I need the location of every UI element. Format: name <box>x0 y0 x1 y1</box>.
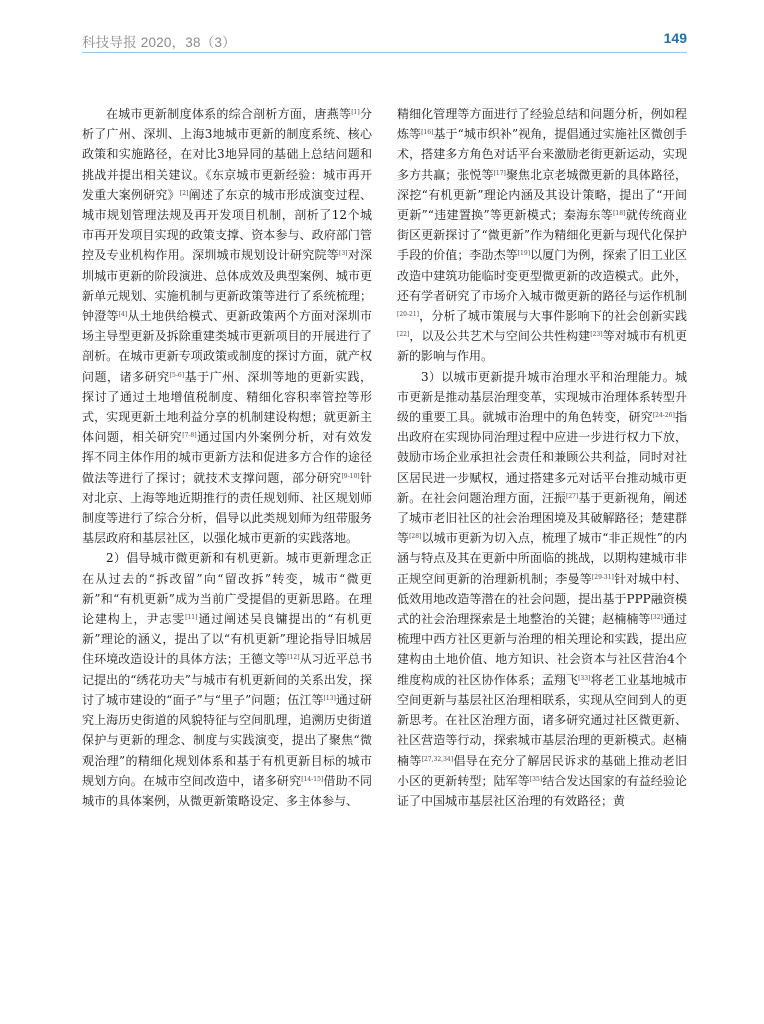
citation-marker: [28] <box>409 533 422 541</box>
header-rule <box>82 52 687 53</box>
left-column <box>82 104 372 811</box>
citation-marker: [9-10] <box>341 472 360 480</box>
citation-marker: [1] <box>351 109 360 116</box>
citation-marker: [16] <box>421 129 434 137</box>
right-column <box>397 104 687 811</box>
citation-marker: [12] <box>287 654 300 662</box>
journal-title: 科技导报 2020，38（3） <box>82 35 236 50</box>
citation-marker: [14-15] <box>301 775 324 783</box>
citation-marker: [4] <box>118 311 128 319</box>
citation-marker: [35] <box>529 775 543 783</box>
citation-marker: [5-6] <box>169 371 185 379</box>
citation-marker: [17] <box>493 169 506 177</box>
citation-marker: [24-26] <box>652 412 675 420</box>
paragraph: 2）倡导城市微更新和有机更新。城市更新理念正在从过去的“拆改留”向“留改拆”转变，城市“微更新”和“有机更新”成为当前广受提倡的更新思路。在理论建构上，尹志雯[11]通过阐述吴良镛提出的“有机更新”理论的涵义，提出了以“有机更新”理论指导旧城居住环境改造设计的具体方法；王德文等[12]从习近平总书记提出的“绣花功夫”与城市有机更新间的关系出发，探讨了城市建设的“面子”与“里子”问题；伍江等[13]通过研究上海历史街道的风貌特征与空间肌理，追溯历史街道保护与更新的理念、制度与实践演变，提出了聚焦“微观治理”的精细化规划体系和基于有机更新目标的城市规划方向。在城市空间改造中，诸多研究[14-15]借助不同城市的具体案例，从微更新策略设定、多主体参与、 <box>82 551 372 808</box>
citation-marker: [18] <box>613 210 626 218</box>
citation-marker: [11] <box>185 614 198 622</box>
page-header <box>0 0 764 56</box>
citation-marker: [29-31] <box>591 573 614 581</box>
citation-marker: [27,32,34] <box>421 755 454 763</box>
paragraph: 在城市更新制度体系的综合剖析方面，唐燕等[1]分析了广州、深圳、上海3地城市更新的制度系统、核心政策和实施路径，在对比3地异同的基础上总结问题和挑战并提出相关建议。《东京城市更新经验：城市再开发重大案例研究》[2]阐述了东京的城市形成演变过程、城市规划管理法规及再开发项目机制，剖析了12个城市再开发项目实现的政策支撑、资本参与、政府部门管控及专业机构作用。深圳城市规划设计研究院等[3]对深圳城市更新的阶段演进、总体成效及典型案例、城市更新单元规划、实施机制与更新政策等进行了系统梳理；钟澄等[4]从土地供给模式、更新政策两个方面对深圳市场主导型更新及拆除重建类城市更新项目的开展进行了剖析。在城市更新专项政策或制度的探讨方面，就产权问题，诸多研究[5-6]基于广州、深圳等地的更新实践，探讨了通过土地增值税制度、精细化容积率管控等形式，实现更新土地利益分享的机制建设构想；就更新主体问题，相关研究[7-8]通过国内外案例分析，对有效发挥不同主体作用的城市更新方法和促进多方合作的途径做法等进行了探讨；就技术支撑问题，部分研究[9-10]针对北京、上海等地近期推行的责任规划师、社区规划师制度等进行了综合分析，倡导以此类规划师为纽带服务基层政府和基层社区，以强化城市更新的实践落地。 <box>82 107 372 546</box>
paragraph: 3）以城市更新提升城市治理水平和治理能力。城市更新是推动基层治理变革，实现城市治理体系转型升级的重要工具。就城市治理中的角色转变，研究[24-26]指出政府在实现协同治理过程中应进一步进行权力下放，鼓励市场企业承担社会责任和兼顾公共利益，同时对社区居民进一步赋权，通过搭建多元对话平台推动城市更新。在社会问题治理方面，汪振[27]基于更新视角，阐述了城市老旧社区的社会治理困境及其破解路径；楚建群等[28]以城市更新为切入点，梳理了城市“非正规性”的内涵与特点及其在更新中所面临的挑战，以期构建城市非正规空间更新的治理新机制；李曼等[29-31]针对城中村、低效用地改造等潜在的社会问题，提出基于PPP融资模式的社会治理探索是土地整治的关键；赵楠楠等[32]通过梳理中西方社区更新与治理的相关理论和实践，提出应建构由土地价值、地方知识、社会资本与社区营治4个维度构成的社区协作体系；孟翔飞[33]将老工业基地城市空间更新与基层社区治理相联系，实现从空间到人的更新思考。在社区治理方面，诸多研究通过社区微更新、社区营造等行动，探索城市基层治理的更新模式。赵楠楠等[27,32,34]倡导在充分了解居民诉求的基础上推动老旧小区的更新转型；陆军等[35]结合发达国家的有益经验论证了中国城市基层社区治理的有效路径；黄 <box>397 369 687 808</box>
citation-marker: [3] <box>339 250 348 258</box>
citation-marker: [2] <box>179 189 189 197</box>
citation-marker: [22] <box>397 331 410 339</box>
citation-marker: [27] <box>566 492 579 500</box>
citation-marker: [33] <box>578 674 591 682</box>
citation-marker: [19] <box>517 250 531 258</box>
citation-marker: [13] <box>323 694 336 702</box>
page-number: 149 <box>663 30 687 46</box>
citation-marker: [20-21] <box>397 311 419 319</box>
paragraph: 精细化管理等方面进行了经验总结和问题分析，例如程炼等[16]基于“城市织补”视角，提倡通过实施社区微创手术，搭建多方角色对话平台来激励老街更新运动，实现多方共赢；张悦等[17]聚焦北京老城微更新的具体路径，深挖“有机更新”理论内涵及其设计策略，提出了“开间更新”“违建置换”等更新模式；秦海东等[18]就传统商业街区更新探讨了“微更新”作为精细化更新与现代化保护手段的价值；李劭杰等[19]以厦门为例，探索了旧工业区改造中建筑功能临时变更型微更新的改造模式。此外，还有学者研究了市场介入城市微更新的路径与运作机制[20-21]，分析了城市策展与大事件影响下的社会创新实践[22]，以及公共艺术与空间公共性构建[23]等对城市有机更新的影响与作用。 <box>397 107 687 364</box>
citation-marker: [7-8] <box>182 432 197 440</box>
citation-marker: [32] <box>650 614 663 622</box>
citation-marker: [23] <box>590 331 603 339</box>
